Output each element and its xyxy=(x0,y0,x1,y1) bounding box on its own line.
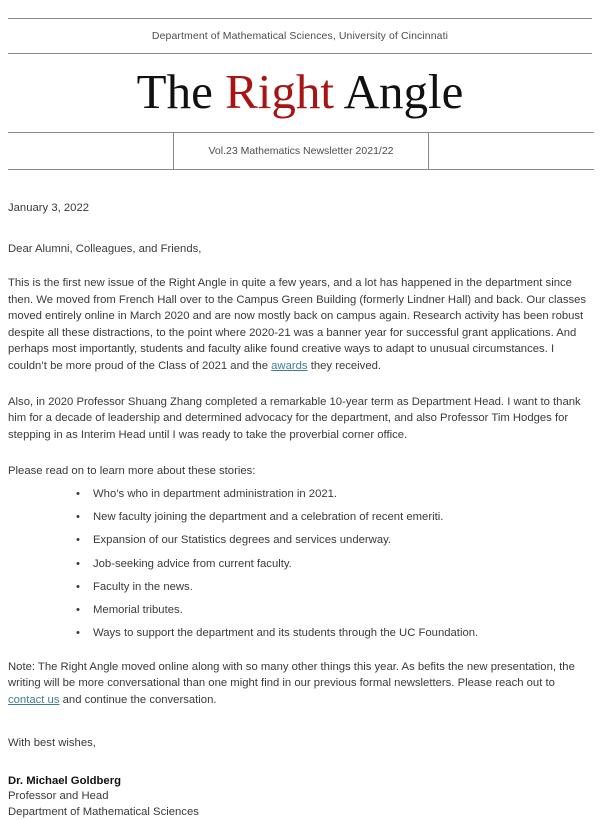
volume-cell-right xyxy=(429,133,595,170)
letter-date: January 3, 2022 xyxy=(8,202,90,215)
volume-line: Vol.23 Mathematics Newsletter 2021/22 xyxy=(174,133,429,170)
volume-cell-left xyxy=(8,133,174,170)
volume-bar xyxy=(8,132,594,170)
list-item[interactable] xyxy=(8,605,592,616)
bullet-icon: • xyxy=(76,580,80,593)
story-list xyxy=(8,489,592,640)
newsletter-page xyxy=(0,18,600,818)
list-item[interactable] xyxy=(8,582,592,593)
paragraph-note-text-a: Note: The Right Angle moved online along with so many other things this year. As befits the new presentation, the writing will be more conversational than one might find in our previous formal newsletters. Please reach out to xyxy=(8,660,575,690)
letter-salutation: Dear Alumni, Colleagues, and Friends, xyxy=(8,243,202,256)
list-item-label: Who’s who in department administration in 2021. xyxy=(93,487,338,500)
list-item-label: New faculty joining the department and a celebration of recent emeriti. xyxy=(93,510,444,523)
list-item[interactable] xyxy=(8,535,592,546)
bullet-icon: • xyxy=(76,487,80,500)
paragraph-note-text-b: and continue the conversation. xyxy=(59,693,217,706)
list-item-label: Faculty in the news. xyxy=(93,580,193,593)
paragraph-intro xyxy=(8,275,592,374)
title-part-right: Right xyxy=(225,63,335,119)
bullet-icon: • xyxy=(76,510,80,523)
title-part-the: The xyxy=(136,63,226,119)
list-item-label: Expansion of our Statistics degrees and services underway. xyxy=(93,534,392,547)
list-item[interactable] xyxy=(8,559,592,570)
department-line: Department of Mathematical Sciences, University of Cincinnati xyxy=(151,30,449,42)
story-list-intro: Please read on to learn more about these stories: xyxy=(8,465,256,478)
letter-body xyxy=(8,202,592,819)
list-item[interactable] xyxy=(8,628,592,639)
paragraph-leadership: Also, in 2020 Professor Shuang Zhang completed a remarkable 10-year term as Department Head. I want to thank him for a decade of leadership and determined advocacy for the department, and also Professor Tim Hodges for stepping in as Interim Head until I was ready to take the proverbial corner office. xyxy=(8,396,581,441)
newsletter-title xyxy=(8,54,592,132)
list-item[interactable] xyxy=(8,489,592,500)
contact-us-link[interactable]: contact us xyxy=(8,693,60,706)
list-item[interactable] xyxy=(8,512,592,523)
list-item-label: Ways to support the department and its students through the UC Foundation. xyxy=(93,627,479,640)
list-item-label: Job-seeking advice from current faculty. xyxy=(93,557,292,570)
bullet-icon: • xyxy=(76,557,80,570)
title-part-angle: Angle xyxy=(334,63,464,119)
list-item-label: Memorial tributes. xyxy=(93,604,183,617)
masthead xyxy=(8,18,592,170)
letter-closing: With best wishes, xyxy=(8,737,96,750)
signature-department: Department of Mathematical Sciences xyxy=(8,805,199,818)
signature-block xyxy=(8,774,592,820)
paragraph-intro-text-b: they received. xyxy=(307,359,382,372)
signature-name: Dr. Michael Goldberg xyxy=(8,775,121,788)
bullet-icon: • xyxy=(76,604,80,617)
bullet-icon: • xyxy=(76,534,80,547)
bullet-icon: • xyxy=(76,627,80,640)
paragraph-intro-text-a: This is the first new issue of the Right Angle in quite a few years, and a lot has happened in the department since then. We moved from French Hall over to the Campus Green Building (formerly Lindner Hall) and back. Our classes moved entirely online in March 2020 and are now mostly back on campus again. Research activity has been robust despite all these distractions, to the point where 2020-21 was a banner year for successful grant applications. And perhaps most importantly, students and faculty alike found creative ways to adapt to unusual circumstances. I couldn’t be more proud of the Class of 2021 and the xyxy=(8,277,587,372)
signature-role: Professor and Head xyxy=(8,790,109,803)
awards-link[interactable]: awards xyxy=(271,359,308,372)
paragraph-note xyxy=(8,659,592,708)
volume-bar-row xyxy=(8,133,594,170)
